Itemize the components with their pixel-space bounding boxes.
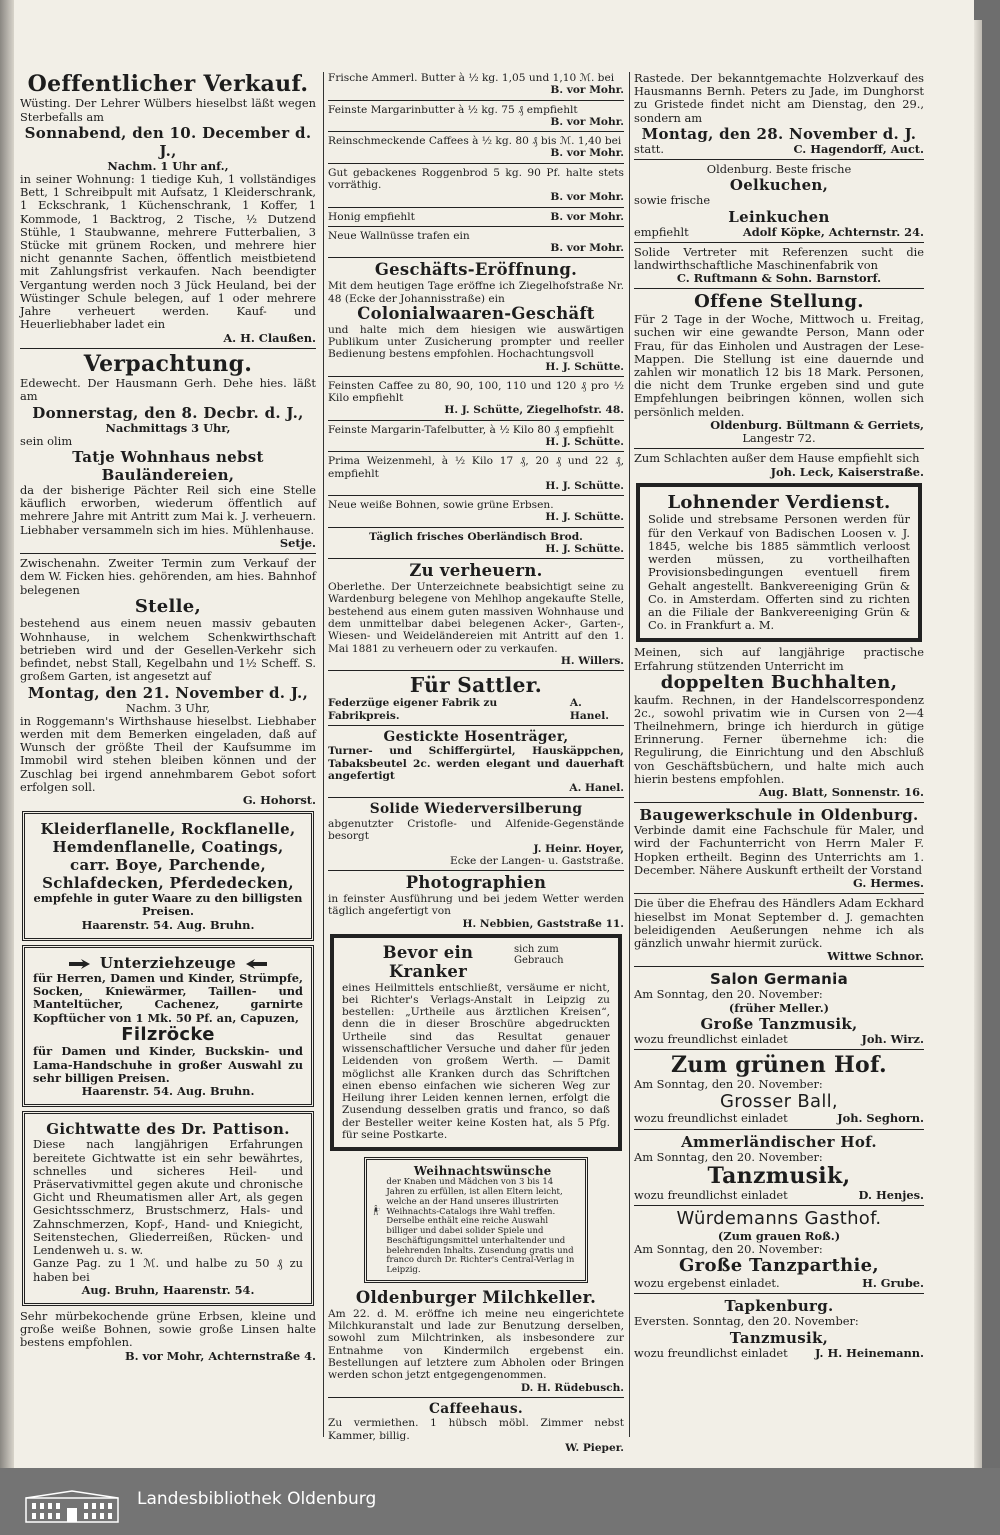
ad-salon-germania bbox=[634, 970, 924, 1046]
ad-body bbox=[373, 1164, 579, 1276]
ad-zum-gruenen-hof bbox=[634, 1053, 924, 1125]
ad-rastede bbox=[634, 72, 924, 156]
ad-text: sowie frische bbox=[634, 193, 711, 208]
ad-text: Rastede. Der bekanntgemachte Holzverkauf des Hausmanns Bernh. Peters zu Jade, im Dunghorst zu Gristede findet nicht am Dienstag, den 29., sondern am bbox=[634, 71, 924, 125]
ad-zu-verheuern bbox=[328, 562, 624, 667]
ad-text: wozu freundlichst einladet bbox=[634, 1031, 788, 1046]
item-text: Täglich frisches Oberländisch Brod. bbox=[369, 530, 583, 543]
item-text: Prima Weizenmehl, à ½ Kilo 17 ₰, 20 ₰ und 22 ₰, empfiehlt bbox=[328, 455, 624, 480]
divider bbox=[328, 420, 624, 421]
ad-signature: A. Hanel. bbox=[569, 782, 624, 795]
divider bbox=[634, 893, 924, 894]
divider bbox=[328, 797, 624, 798]
ad-title: Offene Stellung. bbox=[694, 291, 864, 313]
ad-text: Mit dem heutigen Tage eröffne ich Ziegelhofstraße Nr. 48 (Ecke der Johannisstraße) ein bbox=[328, 280, 624, 305]
ad-text: Solide Vertreter mit Referenzen sucht die landwirthschaftliche Maschinenfabrik von bbox=[634, 244, 924, 272]
ad-signature: Haarenstr. 54. Aug. Bruhn. bbox=[81, 1084, 255, 1099]
ad-signature: B. vor Mohr, Achternstraße 4. bbox=[125, 1348, 316, 1363]
ad-tapkenburg bbox=[634, 1297, 924, 1359]
ad-text: Am Sonntag, den 20. November: bbox=[634, 1242, 823, 1257]
ad-text: für Damen und Kinder, Buckskin- und Lama-Handschuhe in großer Auswahl zu sehr billigen Preisen. bbox=[33, 1044, 303, 1085]
ad-signature: Joh. Wirz. bbox=[861, 1031, 924, 1046]
ad-signature: H. Willers. bbox=[560, 654, 624, 667]
ad-geschaefts-eroeffnung bbox=[328, 261, 624, 372]
ad-title: Caffeehaus. bbox=[428, 1400, 523, 1417]
list-item bbox=[328, 455, 624, 492]
ad-signature: D. H. Rüdebusch. bbox=[520, 1381, 624, 1394]
ad-text: wozu freundlichst einladet bbox=[634, 1111, 788, 1126]
divider bbox=[328, 495, 624, 496]
page-binding-edge bbox=[0, 0, 14, 1468]
ad-heading: Colonialwaaren-Geschäft bbox=[357, 303, 595, 323]
ad-subtitle: (früher Meller.) bbox=[728, 1000, 830, 1015]
divider bbox=[328, 257, 624, 258]
ad-signature: D. Henjes. bbox=[858, 1188, 924, 1203]
ad-bevor-ein-kranker-box bbox=[330, 934, 622, 1151]
ad-text: kaufm. Rechnen, in der Handelscorrespondenz 2c., sowohl privatim wie in Cursen von 2—4 Theilnehmern, bringe ich hierdurch in gütige Erinnerung. Ferner übernehme ich: die Regulirung, die Einrichtung und den Abschluß von Geschäftsbüchern, und halte mich auch hierin bestens empfohlen. bbox=[634, 692, 924, 786]
divider bbox=[328, 870, 624, 871]
ad-title bbox=[33, 954, 303, 972]
divider bbox=[328, 558, 624, 559]
item-signature: B. vor Mohr. bbox=[550, 242, 624, 255]
ad-text-block bbox=[386, 1164, 579, 1276]
ad-verpachtung bbox=[20, 352, 316, 550]
divider bbox=[634, 448, 924, 449]
ad-milchkeller bbox=[328, 1289, 624, 1394]
item-text: Frische Ammerl. Butter à ½ kg. 1,05 und 1,10 ℳ. bei bbox=[328, 72, 615, 84]
divider bbox=[328, 1397, 624, 1398]
ad-title-text: Unterziehzeuge bbox=[99, 953, 237, 972]
ad-text: wozu freundlichst einladet bbox=[634, 1188, 788, 1203]
ad-signature: H. Nebbien, Gaststraße 11. bbox=[462, 917, 624, 930]
ad-gichtwatte-box bbox=[22, 1111, 314, 1306]
item-signature: B. vor Mohr. bbox=[550, 115, 624, 128]
list-item bbox=[328, 104, 624, 129]
ad-title: Salon Germania bbox=[709, 970, 849, 989]
ad-line: Kleiderflanelle, Rockflanelle, bbox=[40, 820, 296, 839]
ad-vertreter bbox=[634, 246, 924, 286]
ad-title-row bbox=[342, 944, 610, 982]
ad-title: Bevor ein Kranker bbox=[382, 942, 474, 981]
ad-offene-stellung bbox=[634, 292, 924, 445]
ad-text: in feinster Ausführung und bei jedem Wetter werden täglich angefertigt von bbox=[328, 893, 624, 918]
ad-row bbox=[634, 1277, 924, 1290]
ad-date: Montag, den 28. November d. J. bbox=[641, 124, 917, 143]
item-signature: B. vor Mohr. bbox=[550, 84, 624, 97]
ad-title: Tapkenburg. bbox=[724, 1297, 834, 1316]
ad-signature: Setje. bbox=[279, 535, 316, 550]
list-item bbox=[328, 230, 624, 255]
ad-row bbox=[328, 697, 624, 722]
ad-fuer-sattler bbox=[328, 674, 624, 722]
ad-signature: Joh. Seghorn. bbox=[837, 1111, 924, 1126]
divider bbox=[634, 966, 924, 967]
ad-title: Verpachtung. bbox=[83, 350, 253, 377]
ad-signature: Oldenburg. Bültmann & Gerriets, bbox=[710, 417, 924, 432]
pointing-hand-left-icon bbox=[242, 958, 268, 970]
ad-signature: W. Pieper. bbox=[565, 1441, 624, 1454]
ad-line: Schlafdecken, Pferdedecken, bbox=[42, 874, 294, 893]
ad-text: Diese nach langjährigen Erfahrungen bereitete Gichtwatte ist ein sehr bewährtes, schnelles und sicheres Heil- und Präservativmittel gegen akute und chronische Gicht und Rheumatismen aller Art, als gegen Gesichtsschmerz, Brustschmerz, Hals- und Zahnschmerzen, Kopf-, Hand- und Kniegicht, Seitenstechen, Gliederreißen, Rücken- und Lendenweh u. s. w. bbox=[33, 1137, 303, 1258]
item-signature: B. vor Mohr. bbox=[550, 191, 624, 204]
ad-heading: Tanzmusik, bbox=[729, 1328, 829, 1347]
ad-oeffentlicher-verkauf bbox=[20, 72, 316, 345]
ad-text: Turner- und Schiffergürtel, Hauskäppchen, Tabaksbeutel 2c. werden elegant und dauerhaft angefertigt bbox=[328, 745, 624, 782]
list-item bbox=[328, 531, 624, 556]
ad-signature: A. H. Claußen. bbox=[223, 330, 316, 345]
ad-text: empfiehlt bbox=[634, 224, 689, 239]
ad-title: Lohnender Verdienst. bbox=[667, 491, 891, 513]
ad-signature: J. H. Heinemann. bbox=[815, 1345, 924, 1360]
list-item bbox=[328, 211, 624, 223]
list-item bbox=[328, 72, 624, 97]
item-text: Honig empfiehlt bbox=[328, 210, 415, 223]
ad-baugewerkschule bbox=[634, 806, 924, 890]
item-text: Gut gebackenes Roggenbrod 5 kg. 90 Pf. halte stets vorräthig. bbox=[328, 166, 624, 191]
item-signature: B. vor Mohr. bbox=[550, 147, 624, 160]
ad-side-text: sich zum Gebrauch bbox=[514, 943, 564, 967]
divider bbox=[328, 100, 624, 101]
item-text: Feinste Margarin-Tafelbutter, à ½ Kilo 80 ₰ empfiehlt bbox=[328, 423, 614, 436]
schuette-list bbox=[328, 380, 624, 555]
ad-price: Ganze Pag. zu 1 ℳ. und halbe zu 50 ₰ zu haben bei bbox=[33, 1256, 303, 1284]
ad-text: in seiner Wohnung: 1 tiedige Kuh, 1 vollständiges Bett, 1 Schreibpult mit Aufsatz, 1 Kleiderschrank, 1 Eckschrank, 1 Küchenschrank, 1 Koffer, 1 Kommode, 1 Backtrog, 2 Tische, ½ Dutzend Stühle, 1 Staubwanne, mehrere Futterbalien, 3 Stücke mit grünem Rocken, und mehrere hier nicht genannte Sachen, öffentlich meistbietend mit Zahlungsfrist verkaufen. Nach beendigter Vergantung werden noch 3 Jück Heuland, bei der Wüstinger Schule belegen, auf 1 oder mehrere Jahre verheuert werden. Kauf- und Heuerliebhaber ladet ein bbox=[20, 171, 316, 332]
column-1 bbox=[20, 72, 316, 1366]
list-item bbox=[328, 380, 624, 417]
ad-oelkuchen bbox=[634, 163, 924, 239]
ad-line: carr. Boye, Parchende, bbox=[70, 856, 266, 875]
ad-text: für Herren, Damen und Kinder, Strümpfe, Socken, Kniewärmer, Taillen- und Manteltücher, Cachenez, garnirte Kopftücher von 1 Mk. 50 Pf. an, Capuzen, bbox=[33, 970, 303, 1025]
ad-address: Langestr 72. bbox=[742, 431, 816, 446]
ad-text: abgenutzter Cristofle- und Alfenide-Gegenstände besorgt bbox=[328, 817, 624, 843]
ad-text: Für 2 Tage in der Woche, Mittwoch u. Freitag, suchen wir eine gewandte Person, Mann oder Frau, für das Einholen und Austragen der Lese-Mappen. Die Stellung ist eine dauernde und zahlen wir monatlich 12 bis 18 Mark. Personen, die nicht dem Trunke ergeben sind und gute Empfehlungen beibringen können, wollen sich persönlich melden. bbox=[634, 312, 924, 419]
ad-title: Würdemanns Gasthof. bbox=[676, 1208, 882, 1230]
ad-text: Meinen, sich auf langjährige practische Erfahrung stützenden Unterricht im bbox=[634, 645, 924, 673]
ad-text: wozu ergebenst einladet. bbox=[634, 1276, 780, 1291]
column-3 bbox=[634, 72, 924, 1363]
ad-ammerlaendischer-hof bbox=[634, 1133, 924, 1203]
ad-weihnachtswuensche-box bbox=[364, 1157, 588, 1283]
ad-text: Die über die Ehefrau des Händlers Adam Eckhard hieselbst im Monat September d. J. gemachten beleidigenden Aeußerungen nehme ich als gänzlich unwahr hiermit zurück. bbox=[634, 896, 925, 950]
ad-signature: Wittwe Schnor. bbox=[827, 949, 924, 964]
list-item bbox=[328, 167, 624, 204]
ad-flanelle-box bbox=[22, 811, 314, 941]
ad-text: Am 22. d. M. eröffne ich meine neu eingerichtete Milchkuranstalt und lade zur Benutzung derselben, sowohl zum Milchtrinken, als insbesondere zur Entnahme von Kindermilch ergebenst ein. Bestellungen auf letztere zum Abholen oder Bringen werden schon jetzt entgegengenommen. bbox=[328, 1307, 624, 1382]
ad-heading: Große Tanzmusik, bbox=[700, 1014, 858, 1033]
ad-text: wozu freundlichst einladet bbox=[634, 1345, 788, 1360]
ad-text: Zwischenahn. Zweiter Termin zum Verkauf der dem W. Ficken hies. gehörenden, am hies. Bahnhof belegenen bbox=[20, 556, 316, 597]
item-signature: H. J. Schütte. bbox=[545, 435, 624, 448]
ad-title: Weihnachtswünsche bbox=[413, 1164, 552, 1179]
ad-title: Solide Wiederversilberung bbox=[369, 801, 583, 818]
list-item bbox=[328, 424, 624, 449]
ad-signature: Aug. Blatt, Sonnenstr. 16. bbox=[758, 785, 924, 800]
ad-text: Zu vermiethen. 1 hübsch möbl. Zimmer nebst Kammer, billig. bbox=[328, 1417, 624, 1442]
ad-text: da der bisherige Pächter Reil sich eine Stelle käuflich erworben, wiederum öffentlich auf mehrere Jahre mit Antritt zum Mai k. J. verheuern. Liebhaber versammeln sich im hies. Mühlenhause. bbox=[20, 482, 316, 537]
ad-text: Edewecht. Der Hausmann Gerh. Dehe hies. läßt am bbox=[20, 376, 316, 404]
ad-buchhalten bbox=[634, 646, 924, 799]
ad-row bbox=[634, 1112, 924, 1125]
ad-text: Am Sonntag, den 20. November: bbox=[634, 987, 823, 1002]
column-rule-2 bbox=[629, 72, 630, 1437]
divider bbox=[328, 527, 624, 528]
ad-text: bestehend aus einem neuen massiv gebauten Wohnhause, in welchem Schenkwirthschaft betrieben wird und der Gesellen-Verkehr sich befindet, nebst Stall, Kegelbahn und 1½ Scheff. S. großem Garten, ist angesetzt auf bbox=[20, 616, 316, 684]
divider bbox=[634, 1049, 924, 1050]
item-signature: H. J. Schütte. bbox=[545, 542, 624, 555]
divider bbox=[328, 376, 624, 377]
ad-row bbox=[634, 1189, 924, 1202]
ad-photographien bbox=[328, 874, 624, 930]
ad-signature: H. Grube. bbox=[862, 1276, 924, 1291]
divider bbox=[634, 1293, 924, 1294]
ad-line: Hemdenflanelle, Coatings, bbox=[52, 838, 284, 857]
ad-text: Zum Schlachten außer dem Hause empfiehlt sich bbox=[634, 451, 920, 466]
column-rule-1 bbox=[323, 72, 324, 1437]
ad-text: Eversten. Sonntag, den 20. November: bbox=[634, 1314, 859, 1329]
footer-bar bbox=[0, 1468, 1000, 1535]
ad-time: Nachm. 3 Uhr, bbox=[125, 700, 211, 715]
divider bbox=[634, 802, 924, 803]
ad-heading: Grosser Ball, bbox=[720, 1090, 838, 1112]
divider bbox=[328, 163, 624, 164]
ad-title: Geschäfts-Eröffnung. bbox=[374, 260, 578, 280]
item-text: Feinsten Caffee zu 80, 90, 100, 110 und 120 ₰ pro ½ Kilo empfiehlt bbox=[328, 379, 624, 405]
ad-text: eines Heilmittels entschließt, versäume er nicht, bei Richter's Verlags-Anstalt in Leipzig zu bestellen: „Urtheile aus ärztlichen Kreisen“, denn die in dieser Broschüre abgedruckten Urtheile sind das Resultat genauer wissenschaftlicher Versuche und daher für jeden Leidenden von großem Werth. — Damit möglichst alle Kranken durch das Schriftchen einen ebenso einfachen wie sicheren Weg zur Heilung ihrer Leiden kennen lernen, erfolgt die Zusendung desselben gratis und franco, so daß der Besteller weiter keine Kosten hat, als 5 Pfg. für seine Postkarte. bbox=[342, 981, 610, 1141]
divider bbox=[328, 670, 624, 671]
page-stack-edge bbox=[974, 20, 982, 1468]
item-signature: H. J. Schütte. bbox=[545, 511, 624, 524]
ad-text: Am Sonntag, den 20. November: bbox=[634, 1077, 823, 1092]
ad-text: Wüsting. Der Lehrer Wülbers hieselbst läßt wegen Sterbefalls am bbox=[20, 96, 316, 124]
ad-title: Photographien bbox=[405, 873, 547, 893]
ad-heading: Große Tanzparthie, bbox=[679, 1255, 879, 1277]
ad-address: Ecke der Langen- u. Gaststraße. bbox=[449, 854, 624, 867]
list-item bbox=[328, 135, 624, 160]
ad-caffeehaus bbox=[328, 1401, 624, 1454]
ad-heading: Leinkuchen bbox=[728, 207, 830, 226]
divider bbox=[328, 725, 624, 726]
divider bbox=[20, 348, 316, 349]
ad-row bbox=[634, 1347, 924, 1360]
ad-text: in Roggemann's Wirthshause hieselbst. Liebhaber werden mit dem Bemerken eingeladen, daß auf Wunsch der größte Theil der Kaufsumme im Immobil wird stehen bleiben können und der Zuschlag bei irgend annehmbarem Gebot sofort erfolgen soll. bbox=[20, 713, 316, 794]
ad-row bbox=[634, 1033, 924, 1046]
ad-date: Donnerstag, den 8. Decbr. d. J., bbox=[32, 403, 304, 422]
ad-lohnender-verdienst-box bbox=[636, 483, 922, 643]
ad-heading: Filzröcke bbox=[121, 1023, 215, 1045]
ad-zwischenahn-stelle bbox=[20, 557, 316, 807]
ad-date: Sonnabend, den 10. December d. J., bbox=[24, 123, 312, 160]
ad-title: Gestickte Hosenträger, bbox=[383, 728, 569, 745]
ad-title: Zum grünen Hof. bbox=[671, 1052, 887, 1079]
ad-wuerdemanns-gasthof bbox=[634, 1209, 924, 1290]
ad-signature: H. J. Schütte. bbox=[545, 360, 624, 373]
ad-heading: Tanzmusik, bbox=[707, 1162, 851, 1189]
ad-text: der Knaben und Mädchen von 3 bis 14 Jahren zu erfüllen, ist allen Eltern leicht, welche an der Hand unseres illustrirten Weihnachts-Catalogs ihre Wahl treffen. Derselbe enthält eine reiche Auswahl billiger und dabei solider Spiele und Beschäftigungsmittel unterhaltender und belehrenden Inhalts. Zusendung gratis und franco durch Dr. Richter's Central-Verlag in Leipzig. bbox=[386, 1177, 575, 1276]
ad-subtitle: (Zum grauen Roß.) bbox=[717, 1228, 841, 1243]
column-2 bbox=[328, 72, 624, 1457]
ad-time: Nachm. 1 Uhr anf., bbox=[107, 158, 229, 173]
ad-row bbox=[634, 226, 924, 239]
pointing-hand-right-icon bbox=[68, 958, 94, 970]
ad-signature: A. Hanel. bbox=[569, 697, 609, 722]
ad-text: Federzüge eigener Fabrik zu Fabrikpreis. bbox=[328, 697, 498, 722]
list-item bbox=[328, 499, 624, 524]
ad-text: Oldenburg. Beste frische bbox=[706, 162, 852, 177]
ad-heading: Oelkuchen, bbox=[729, 176, 829, 195]
ad-text: Verbinde damit eine Fachschule für Maler, und wird der Fachunterricht von Herrn Maler F. Hopken ertheilt. Beginn des Unterrichts am 1. December. Nähere Auskunft ertheilt der Vorstand bbox=[634, 823, 924, 877]
divider bbox=[328, 207, 624, 208]
library-label: Landesbibliothek Oldenburg bbox=[137, 1489, 377, 1509]
divider bbox=[634, 1129, 924, 1130]
ad-signature: Aug. Bruhn, Haarenstr. 54. bbox=[81, 1282, 255, 1297]
ad-erbsen bbox=[20, 1310, 316, 1363]
ad-heading: Stelle, bbox=[134, 595, 202, 617]
ad-text: statt. bbox=[634, 141, 664, 156]
ad-title: Oeffentlicher Verkauf. bbox=[27, 71, 309, 97]
ad-signature: G. Hermes. bbox=[853, 876, 924, 891]
ad-text: und halte mich dem hiesigen wie auswärtigen Publikum unter Zusicherung prompter und reeller Bedienung bestens empfohlen. Hochachtungsvoll bbox=[328, 323, 624, 361]
ad-text: Oberlethe. Der Unterzeichnete beabsichtigt seine zu Wardenburg belegene von Mehlhop angekaufte Stelle, bestehend aus einem guten massiven Wohnhause und dem unmittelbar dabei belegenen Acker-, Garten-, Wiesen- und Weideländereien mit Antritt auf den 1. Mai 1881 zu verheuern oder zu verkaufen. bbox=[328, 581, 624, 655]
divider bbox=[328, 226, 624, 227]
ad-time: Nachmittags 3 Uhr, bbox=[105, 420, 231, 435]
ad-heading: doppelten Buchhalten, bbox=[660, 671, 898, 693]
divider bbox=[328, 451, 624, 452]
divider bbox=[634, 242, 924, 243]
item-text: Neue weiße Bohnen, sowie grüne Erbsen. bbox=[328, 499, 554, 512]
ad-text: Sehr mürbekochende grüne Erbsen, kleine und große weiße Bohnen, sowie große Linsen halte bestens empfohlen. bbox=[20, 1308, 316, 1350]
ad-title: Für Sattler. bbox=[409, 673, 543, 698]
ad-signature: C. Ruftmann & Sohn. Barnstorf. bbox=[676, 271, 882, 286]
ad-signature: J. Heinr. Hoyer, bbox=[533, 842, 624, 855]
ad-text: sein olim bbox=[20, 433, 73, 448]
ad-row bbox=[634, 143, 924, 156]
ad-title: Baugewerkschule in Oldenburg. bbox=[639, 806, 919, 825]
ad-schlachten bbox=[634, 452, 924, 478]
divider bbox=[20, 553, 316, 554]
ad-unterziehzeuge-box bbox=[22, 945, 314, 1107]
ad-signature: G. Hohorst. bbox=[242, 793, 316, 808]
ad-signature: Haarenstr. 54. Aug. Bruhn. bbox=[81, 917, 255, 932]
item-text: Neue Wallnüsse trafen ein bbox=[328, 229, 470, 242]
item-text: Reinschmeckende Caffees à ½ kg. 80 ₰ bis ℳ. 1,40 bei bbox=[328, 135, 622, 148]
ad-text: Am Sonntag, den 20. November: bbox=[634, 1149, 823, 1164]
ad-title: Gichtwatte des Dr. Pattison. bbox=[46, 1120, 290, 1139]
ad-title: Ammerländischer Hof. bbox=[681, 1132, 877, 1151]
divider bbox=[634, 288, 924, 289]
item-signature: H. J. Schütte, Ziegelhofstr. 48. bbox=[444, 404, 624, 417]
item-signature: H. J. Schütte. bbox=[545, 479, 624, 492]
ad-date: Montag, den 21. November d. J., bbox=[27, 683, 309, 702]
ad-text: empfehle in guter Waare zu den billigsten Preisen. bbox=[33, 891, 303, 919]
divider bbox=[634, 159, 924, 160]
child-with-sign-illustration bbox=[373, 1164, 380, 1256]
ad-wiederversilberung bbox=[328, 801, 624, 867]
ad-widerruf bbox=[634, 897, 924, 963]
ad-title: Zu verheuern. bbox=[409, 561, 543, 581]
vor-mohr-list bbox=[328, 72, 624, 254]
library-building-logo bbox=[24, 1490, 120, 1524]
ad-signature: C. Hagendorff, Auct. bbox=[793, 141, 924, 156]
item-signature: B. vor Mohr. bbox=[550, 210, 624, 223]
ad-signature: Adolf Köpke, Achternstr. 24. bbox=[742, 224, 924, 239]
ad-heading: Tatje Wohnhaus nebst Bauländereien, bbox=[72, 447, 264, 484]
ad-title: Oldenburger Milchkeller. bbox=[355, 1287, 597, 1307]
divider bbox=[328, 131, 624, 132]
item-text: Feinste Margarinbutter à ½ kg. 75 ₰ empfiehlt bbox=[328, 103, 578, 116]
ad-signature: Joh. Leck, Kaiserstraße. bbox=[770, 464, 924, 479]
ad-hosentraeger bbox=[328, 729, 624, 795]
divider bbox=[634, 1205, 924, 1206]
ad-text: Solide und strebsame Personen werden für für den Verkauf von Badischen Loosen v. J. 1845, welche bis 1885 sämmtlich verloost werden müssen, zu vortheilhaften Provisionsbedingungen eventuell firem Gehalt angestellt. Bankvereeniging Grün & Co. in Amsterdam. Offerten sind zu richten an die Filiale der Bankvereeniging Grün & Co. in Frankfurt a. M. bbox=[648, 512, 910, 633]
